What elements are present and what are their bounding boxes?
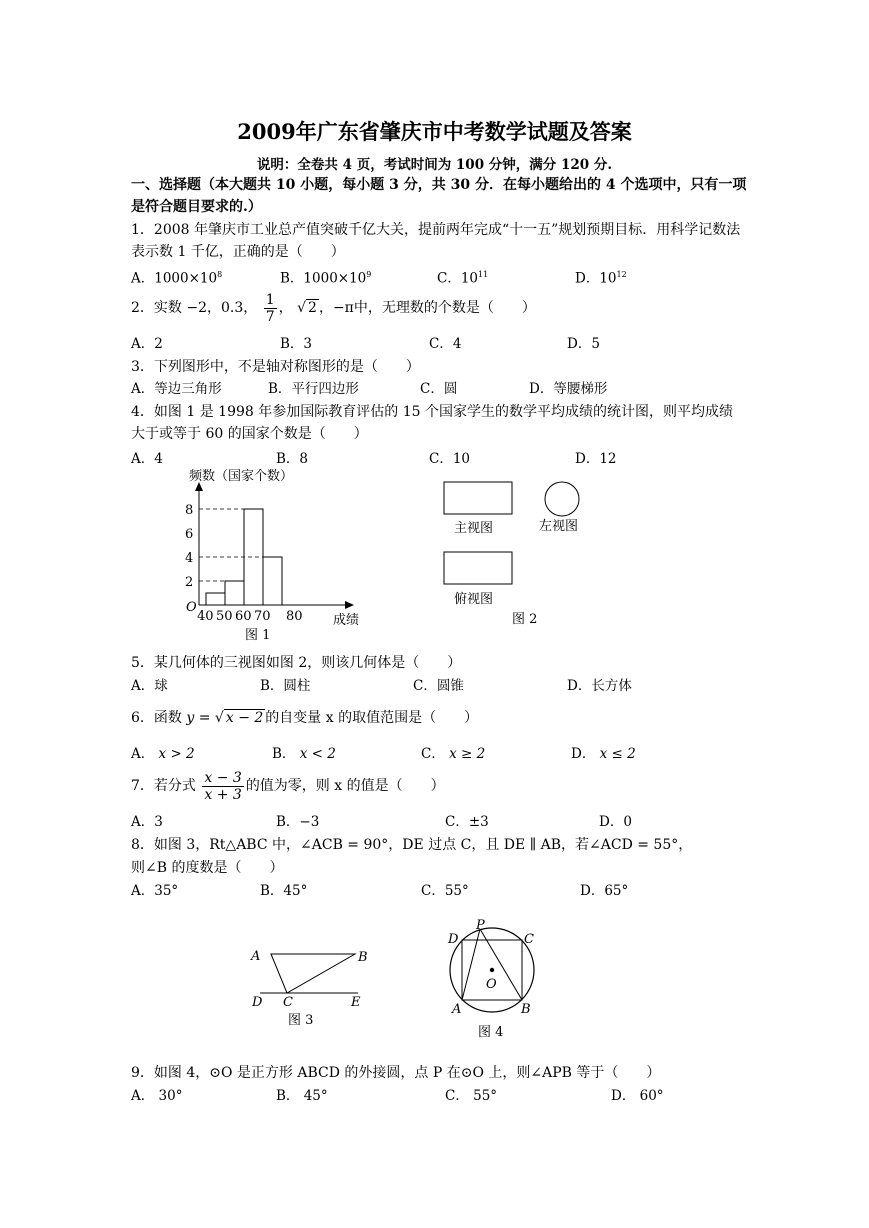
- question-5-option-d: D．长方体: [567, 678, 632, 694]
- question-8-line-2: 则∠B 的度数是（ ）: [131, 860, 284, 876]
- question-8-option-a: A．35°: [131, 883, 179, 899]
- question-9-option-b: B． 45°: [276, 1088, 328, 1104]
- question-5-option-a: A．球: [131, 678, 168, 694]
- question-8-option-b: B．45°: [260, 883, 308, 899]
- top-view-label: 俯视图: [454, 592, 494, 607]
- question-3-option-b: B．平行四边形: [268, 381, 359, 397]
- question-7-stem: 7．若分式 $\frac{x - 3}{x + 3}$ 的值为零，则 x 的值是（ ）: [131, 769, 445, 803]
- center-point: [490, 968, 494, 972]
- question-1-option-b: B．$1000\times 10^9$: [280, 270, 372, 287]
- question-7-option-b: B．−3: [276, 814, 320, 830]
- figure-1-caption: 图 1: [245, 628, 271, 643]
- question-3-option-c: C．圆: [420, 381, 458, 397]
- x-tick-label: 40: [197, 609, 214, 624]
- point-b-label: B: [521, 1002, 531, 1017]
- x-tick-label: 60: [235, 609, 252, 624]
- question-4-stem: 4．如图 1 是 1998 年参加国际教育评估的 15 个国家学生的数学平均成绩的统计图，则平均成绩大于或等于 60 的国家个数是（ ）: [131, 404, 733, 442]
- x-tick-label: 70: [254, 609, 271, 624]
- section-heading: 一、选择题（本大题共 10 小题，每小题 3 分，共 30 分．在每小题给出的 4 个选项中，只有一项是符合题目要求的.）: [131, 177, 747, 215]
- exam-note: 说明：全卷共 4 页，考试时间为 100 分钟，满分 120 分.: [256, 157, 613, 173]
- question-6-stem: 6．函数 y = √ x − 2 的自变量 x 的取值范围是（ ）: [131, 710, 479, 726]
- triangle-abc: [271, 954, 355, 993]
- histogram-bar: [263, 557, 282, 605]
- x-axis-label: 成绩: [333, 613, 360, 628]
- question-2-stem: 2．实数 −2，0.3， $\frac{1}{7}$ ， √ 2 ，−π中，无理数的个数是（ ）: [131, 291, 536, 325]
- point-a-label: A: [452, 1002, 462, 1017]
- point-d-label: D: [448, 932, 459, 947]
- question-5-stem: 5．某几何体的三视图如图 2，则该几何体是（ ）: [131, 655, 462, 671]
- question-3-option-d: D．等腰梯形: [529, 381, 608, 397]
- y-tick-label: 4: [185, 551, 194, 566]
- figure-4-circle-square: [440, 912, 550, 1042]
- y-tick-label: 2: [185, 575, 194, 590]
- question-9-option-d: D． 60°: [611, 1088, 664, 1104]
- figure-3-caption: 图 3: [288, 1013, 314, 1028]
- question-5-option-b: B．圆柱: [260, 678, 311, 694]
- y-axis-label: 频数（国家个数）: [189, 469, 294, 484]
- question-2-option-d: D．5: [567, 336, 600, 352]
- front-view-rectangle: [444, 482, 512, 514]
- left-view-circle: [545, 482, 579, 516]
- question-1-option-c: C．$10^{11}$: [437, 270, 489, 287]
- question-2-option-a: A．2: [131, 336, 163, 352]
- question-6-option-a: A． x > 2: [131, 746, 195, 762]
- point-a-label: A: [251, 949, 261, 964]
- point-d-label: D: [252, 995, 263, 1010]
- x-tick-label: 80: [286, 609, 303, 624]
- figure-3-triangle: [245, 940, 385, 1032]
- question-9-option-c: C． 55°: [445, 1088, 498, 1104]
- question-7-option-a: A．3: [131, 814, 163, 830]
- figure-2-caption: 图 2: [512, 612, 538, 627]
- question-1-stem: 1．2008 年肇庆市工业总产值突破千亿大关，提前两年完成“十一五”规划预期目标．用科学记数法表示数 1 千亿，正确的是（ ）: [131, 222, 741, 260]
- y-tick-label: 6: [185, 527, 194, 542]
- fraction-x-minus-3-over-x-plus-3: $\frac{x - 3}{x + 3}$: [204, 769, 242, 803]
- page-title: 2009年广东省肇庆市中考数学试题及答案: [237, 119, 632, 144]
- question-5-option-c: C．圆锥: [413, 678, 464, 694]
- question-9-stem: 9．如图 4，⊙O 是正方形 ABCD 的外接圆，点 P 在⊙O 上，则∠APB 等于（ ）: [131, 1065, 661, 1081]
- question-4-option-c: C．10: [429, 451, 471, 467]
- question-3-option-a: A．等边三角形: [131, 381, 222, 397]
- point-o-label: O: [486, 977, 497, 992]
- question-8-option-d: D．65°: [580, 883, 629, 899]
- figure-2-three-views: [430, 476, 600, 628]
- histogram-bar: [225, 581, 244, 605]
- question-2-option-c: C．4: [429, 336, 462, 352]
- point-p-label: P: [476, 918, 485, 933]
- figure-1-histogram: [180, 460, 370, 650]
- question-1-option-a: A．$1000\times 10^8$: [131, 270, 223, 287]
- question-6-option-d: D． x ≤ 2: [571, 746, 636, 762]
- point-e-label: E: [351, 995, 361, 1010]
- point-c-label: C: [283, 995, 293, 1010]
- question-6-option-b: B． x < 2: [272, 746, 336, 762]
- fraction-one-seventh: $\frac{1}{7}$: [265, 291, 275, 325]
- question-3-stem: 3．下列图形中，不是轴对称图形的是（ ）: [131, 359, 420, 375]
- x-axis-arrow: [345, 601, 354, 609]
- question-7-option-c: C．±3: [445, 814, 489, 830]
- origin-label: O: [186, 600, 197, 615]
- point-c-label: C: [524, 932, 534, 947]
- x-tick-label: 50: [216, 609, 233, 624]
- question-8-option-c: C．55°: [421, 883, 469, 899]
- question-6-option-c: C． x ≥ 2: [421, 746, 486, 762]
- question-4-option-a: A．4: [131, 451, 163, 467]
- y-tick-label: 8: [185, 503, 194, 518]
- question-4-option-b: B．8: [276, 451, 309, 467]
- histogram-bar: [244, 509, 263, 605]
- question-2-option-b: B．3: [280, 336, 313, 352]
- top-view-rectangle: [444, 552, 512, 584]
- point-b-label: B: [358, 950, 368, 965]
- question-1-option-d: D．$10^{12}$: [575, 270, 627, 287]
- question-9-option-a: A． 30°: [131, 1088, 183, 1104]
- histogram-bar: [206, 593, 225, 605]
- question-7-option-d: D．0: [599, 814, 632, 830]
- front-view-label: 主视图: [454, 521, 494, 536]
- left-view-label: 左视图: [539, 519, 579, 534]
- question-4-option-d: D．12: [575, 451, 617, 467]
- question-8-line-1: 8．如图 3，Rt△ABC 中，∠ACB = 90°，DE 过点 C，且 DE ∥ AB，若∠ACD = 55°，: [131, 837, 693, 853]
- figure-4-caption: 图 4: [478, 1025, 504, 1040]
